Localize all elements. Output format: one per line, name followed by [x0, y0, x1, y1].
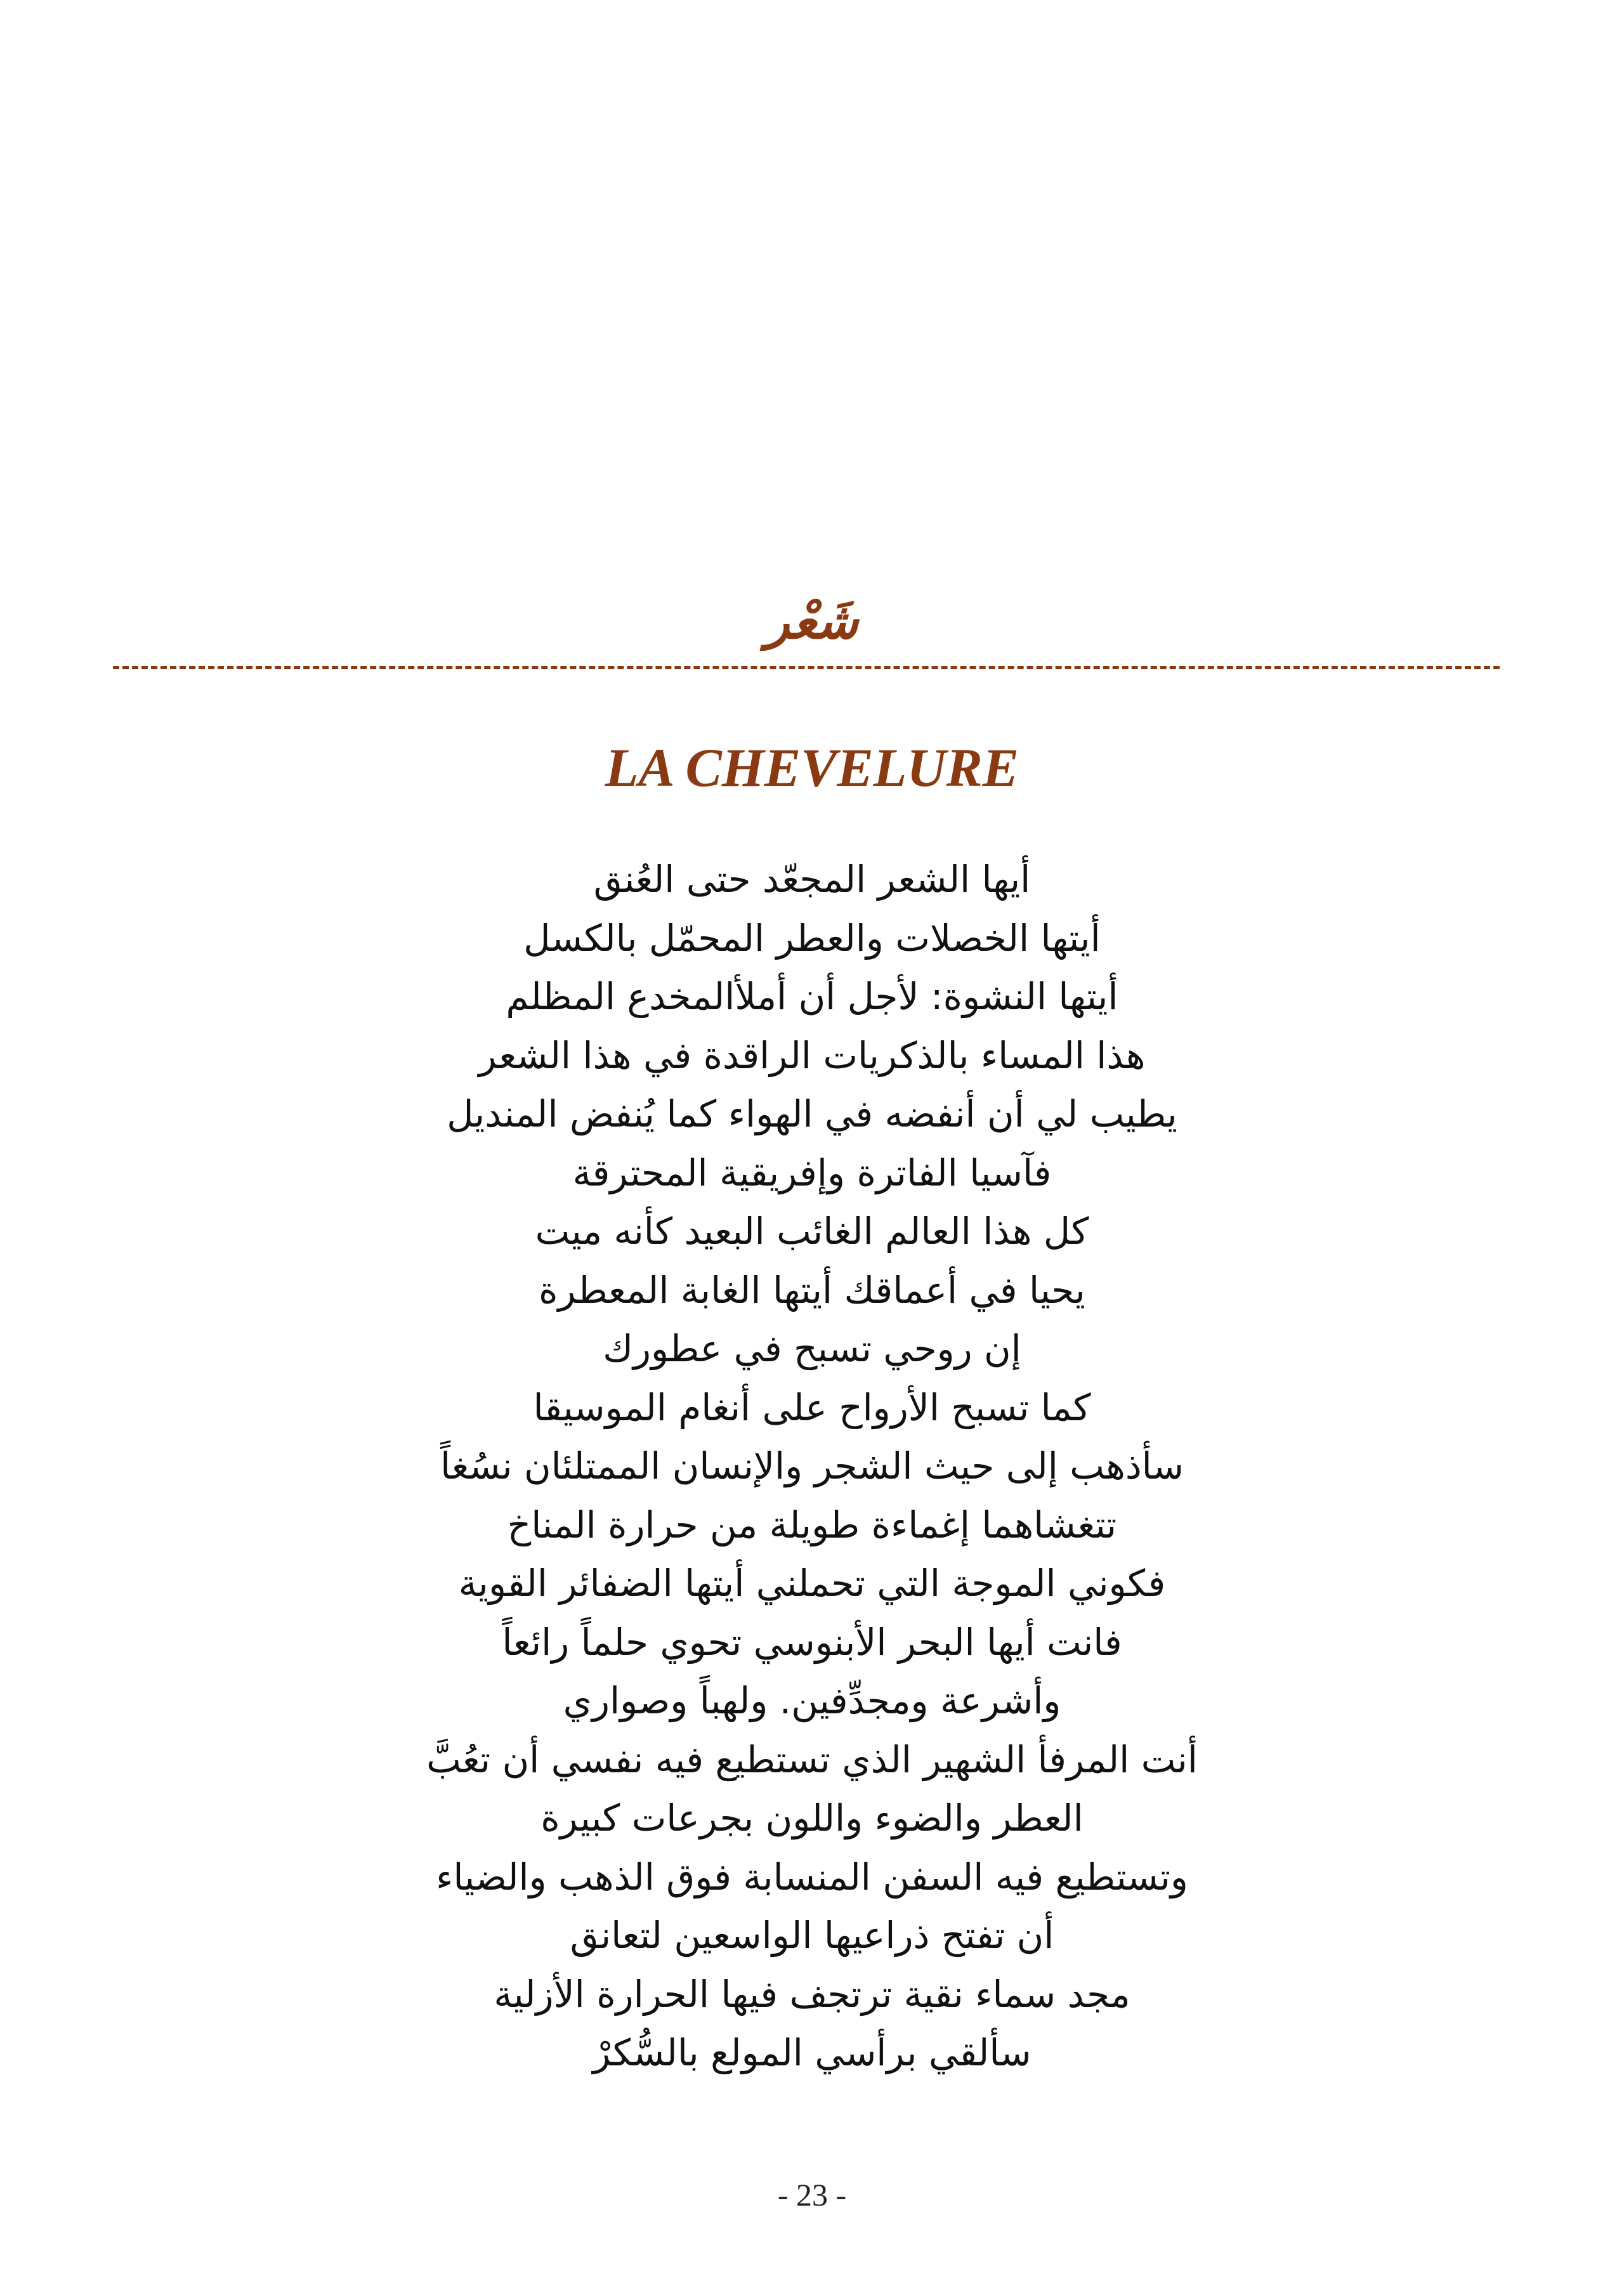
poem-body: [0, 850, 1624, 2082]
arabic-title: شَعْر: [765, 593, 859, 650]
poem-line: سأذهب إلى حيث الشجر والإنسان الممتلئان نسُغاً: [440, 1444, 1184, 1488]
page-number: - 23 -: [777, 2177, 847, 2213]
poem-line: وتستطيع فيه السفن المنسابة فوق الذهب والضياء: [436, 1855, 1188, 1899]
poem-line: سألقي برأسي المولع بالسُّكرْ: [593, 2031, 1031, 2074]
poem-line: وأشرعة ومجدِّفين. ولهباً وصواري: [563, 1679, 1061, 1722]
poem-line: العطر والضوء واللون بجرعات كبيرة: [540, 1796, 1084, 1840]
poem-line: فآسيا الفاترة وإفريقية المحترقة: [572, 1151, 1052, 1194]
poem-line: أيها الشعر المجعّد حتى العُنق: [593, 858, 1031, 901]
poem-line: فانت أيها البحر الأبنوسي تحوي حلماً رائعاً: [502, 1620, 1122, 1664]
poem-line: مجد سماء نقية ترتجف فيها الحرارة الأزلية: [494, 1972, 1130, 2016]
latin-title: LA CHEVELURE: [605, 737, 1019, 798]
poem-line: أنت المرفأ الشهير الذي تستطيع فيه نفسي أن تعُبَّ: [426, 1737, 1198, 1781]
poem-line: إن روحي تسبح في عطورك: [603, 1327, 1021, 1370]
poem-line: كما تسبح الأرواح على أنغام الموسيقا: [533, 1385, 1091, 1429]
poem-line: كل هذا العالم الغائب البعيد كأنه ميت: [535, 1210, 1089, 1253]
dashed-separator: [113, 666, 1500, 669]
poem-line: أيتها الخصلات والعطر المحمّل بالكسل: [523, 916, 1101, 960]
poem-line: يحيا في أعماقك أيتها الغابة المعطرة: [539, 1268, 1085, 1312]
poem-line: يطيب لي أن أنفضه في الهواء كما يُنفض المنديل: [447, 1092, 1177, 1135]
poem-line: أن تفتح ذراعيها الواسعين لتعانق: [570, 1914, 1054, 1957]
poem-line: أيتها النشوة: لأجل أن أملأالمخدع المظلم: [506, 975, 1118, 1018]
poem-line: تتغشاهما إغماءة طويلة من حرارة المناخ: [507, 1503, 1117, 1546]
poem-line: هذا المساء بالذكريات الراقدة في هذا الشعر: [478, 1033, 1146, 1077]
poem-line: فكوني الموجة التي تحملني أيتها الضفائر القوية: [458, 1562, 1166, 1605]
